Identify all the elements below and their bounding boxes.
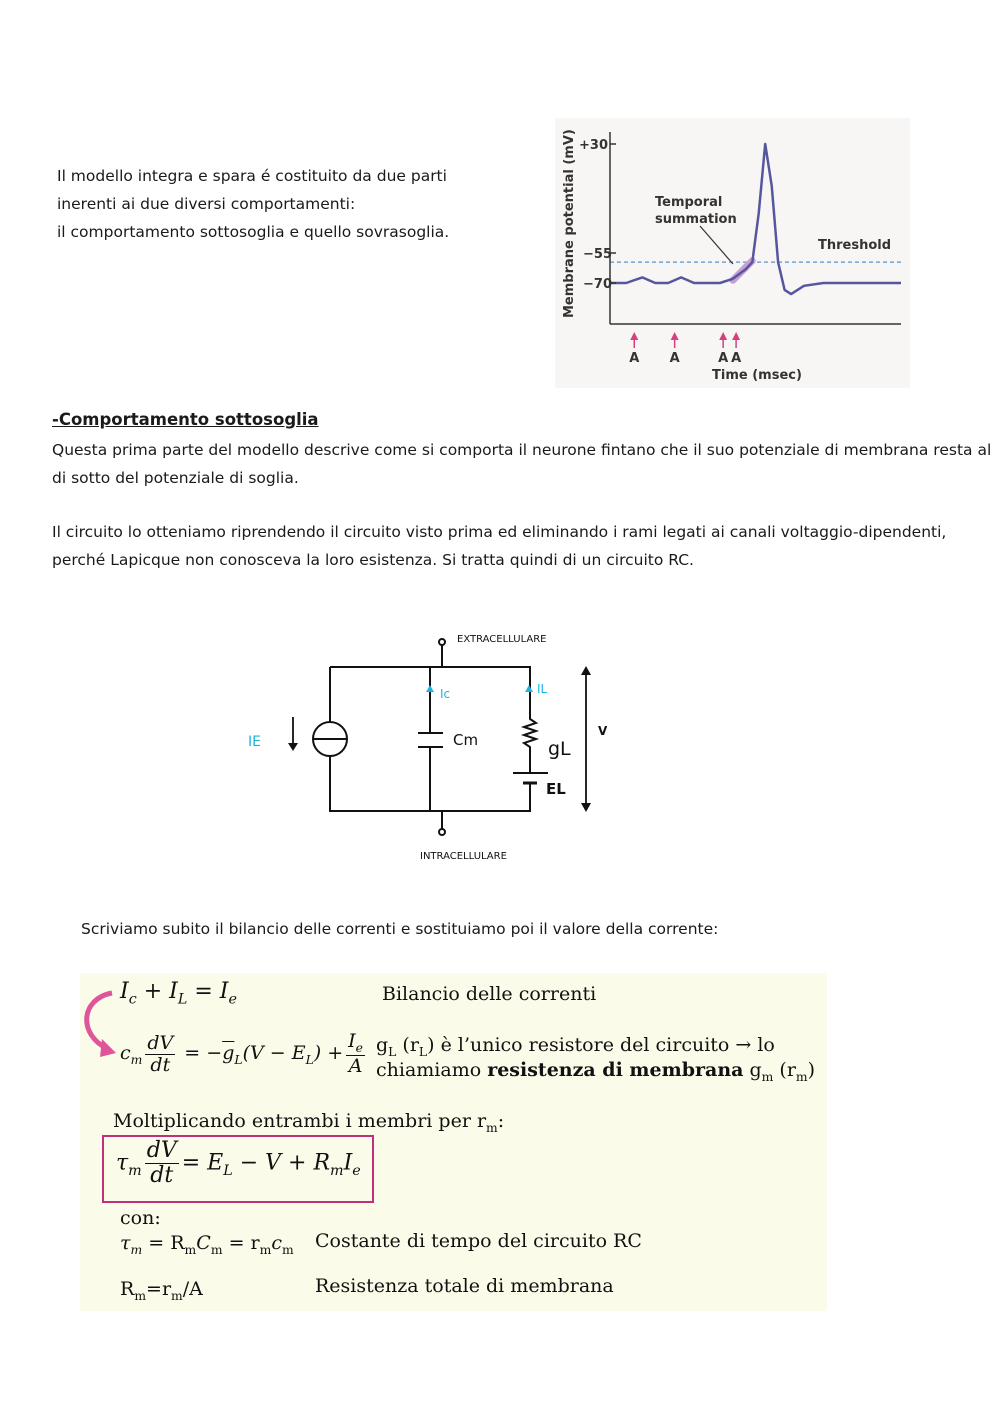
v-arrow-head-top: [581, 666, 591, 675]
con-label: con:: [120, 1207, 161, 1229]
label-el: EL: [546, 780, 566, 798]
paragraph-2: [52, 518, 952, 574]
rc-circuit-diagram: [240, 625, 620, 870]
multiply-sentence: Moltiplicando entrambi i membri per $r_m$:: [113, 1110, 505, 1135]
equation-current-balance: $I_c + I_L = I_e$: [120, 979, 237, 1008]
tick-label-minus70: −70: [583, 277, 612, 292]
resistor-icon: [524, 715, 536, 773]
tau-definition: $\tau_m = R_mC_m = r_mc_m$: [120, 1232, 294, 1257]
paragraph-2-line-2: perché Lapicque non conosceva la loro esistenza. Si tratta quindi di un circuito RC.: [52, 551, 694, 569]
label-extracellular: EXTRACELLULARE: [457, 634, 547, 645]
il-arrow-icon: [525, 685, 533, 692]
ie-arrow-head: [288, 743, 298, 751]
intro-line-3: il comportamento sottosoglia e quello sovrasoglia.: [57, 223, 450, 241]
intro-line-1: Il modello integra e spara é costituito da due parti: [57, 167, 447, 185]
note-resistor-line-1: $g_L$ $(r_L)$ è l’unico resistore del circuito → lo: [376, 1034, 775, 1059]
terminal-intracellular: [439, 829, 445, 835]
formula-panel: [80, 973, 827, 1311]
ic-arrow-icon: [426, 685, 434, 692]
label-v: V: [598, 724, 608, 738]
y-axis-label: Membrane potential (mV): [562, 129, 577, 318]
label-cm: Cm: [453, 731, 479, 749]
stimulus-label: A: [718, 351, 729, 366]
rm-note: Resistenza totale di membrana: [315, 1275, 614, 1297]
tau-note: Costante di tempo del circuito RC: [315, 1230, 642, 1252]
v-arrow-head-bottom: [581, 803, 591, 812]
label-intracellular: INTRACELLULARE: [420, 851, 507, 862]
paragraph-1: [52, 436, 992, 492]
terminal-extracellular: [439, 639, 445, 645]
note-resistor-line-2: chiamiamo resistenza di membrana $g_m$ $(r_m)$: [376, 1059, 816, 1084]
tick-label-minus55: −55: [583, 247, 612, 262]
paragraph-1-line-1: Questa prima parte del modello descrive come si comporta il neurone fintano che il suo potenziale di membrana resta al: [52, 441, 992, 459]
intro-line-2: inerenti ai due diversi comportamenti:: [57, 195, 356, 213]
section-heading: -Comportamento sottosoglia: [52, 410, 319, 429]
intro-paragraph: [57, 162, 487, 246]
rm-definition: $R_m=r_m/A$: [120, 1278, 203, 1303]
label-gl: gL: [548, 738, 571, 760]
label-ic: Ic: [440, 687, 451, 701]
annotation-temporal: Temporal summation: [655, 195, 737, 227]
equation-tau: $\tau_m$ $\frac{dV}{dt}$ = $E_L - V + R_mI_e$: [116, 1138, 361, 1189]
stimulus-label: A: [731, 351, 742, 366]
stimulus-label: A: [669, 351, 680, 366]
curved-arrow-icon: [80, 987, 120, 1067]
x-axis-label: Time (msec): [712, 368, 802, 383]
note-current-balance: Bilancio delle correnti: [382, 983, 597, 1005]
stimulus-label: A: [629, 351, 640, 366]
action-potential-chart: [555, 118, 910, 388]
balance-sentence: Scriviamo subito il bilancio delle correnti e sostituiamo poi il valore della corrente:: [81, 920, 719, 938]
equation-membrane: $c_m$ $\frac{dV}{dt}$ = $-\overline{g}_L(V - E_L)$ + $\frac{I_e}{A}$: [120, 1030, 363, 1078]
paragraph-2-line-1: Il circuito lo otteniamo riprendendo il circuito visto prima ed eliminando i rami legati ai canali voltaggio-dipendenti,: [52, 523, 947, 541]
paragraph-1-line-2: di sotto del potenziale di soglia.: [52, 469, 299, 487]
threshold-label: Threshold: [818, 238, 892, 253]
label-il: IL: [537, 682, 548, 696]
label-ie: IE: [248, 734, 261, 750]
tick-label-plus30: +30: [579, 138, 608, 153]
